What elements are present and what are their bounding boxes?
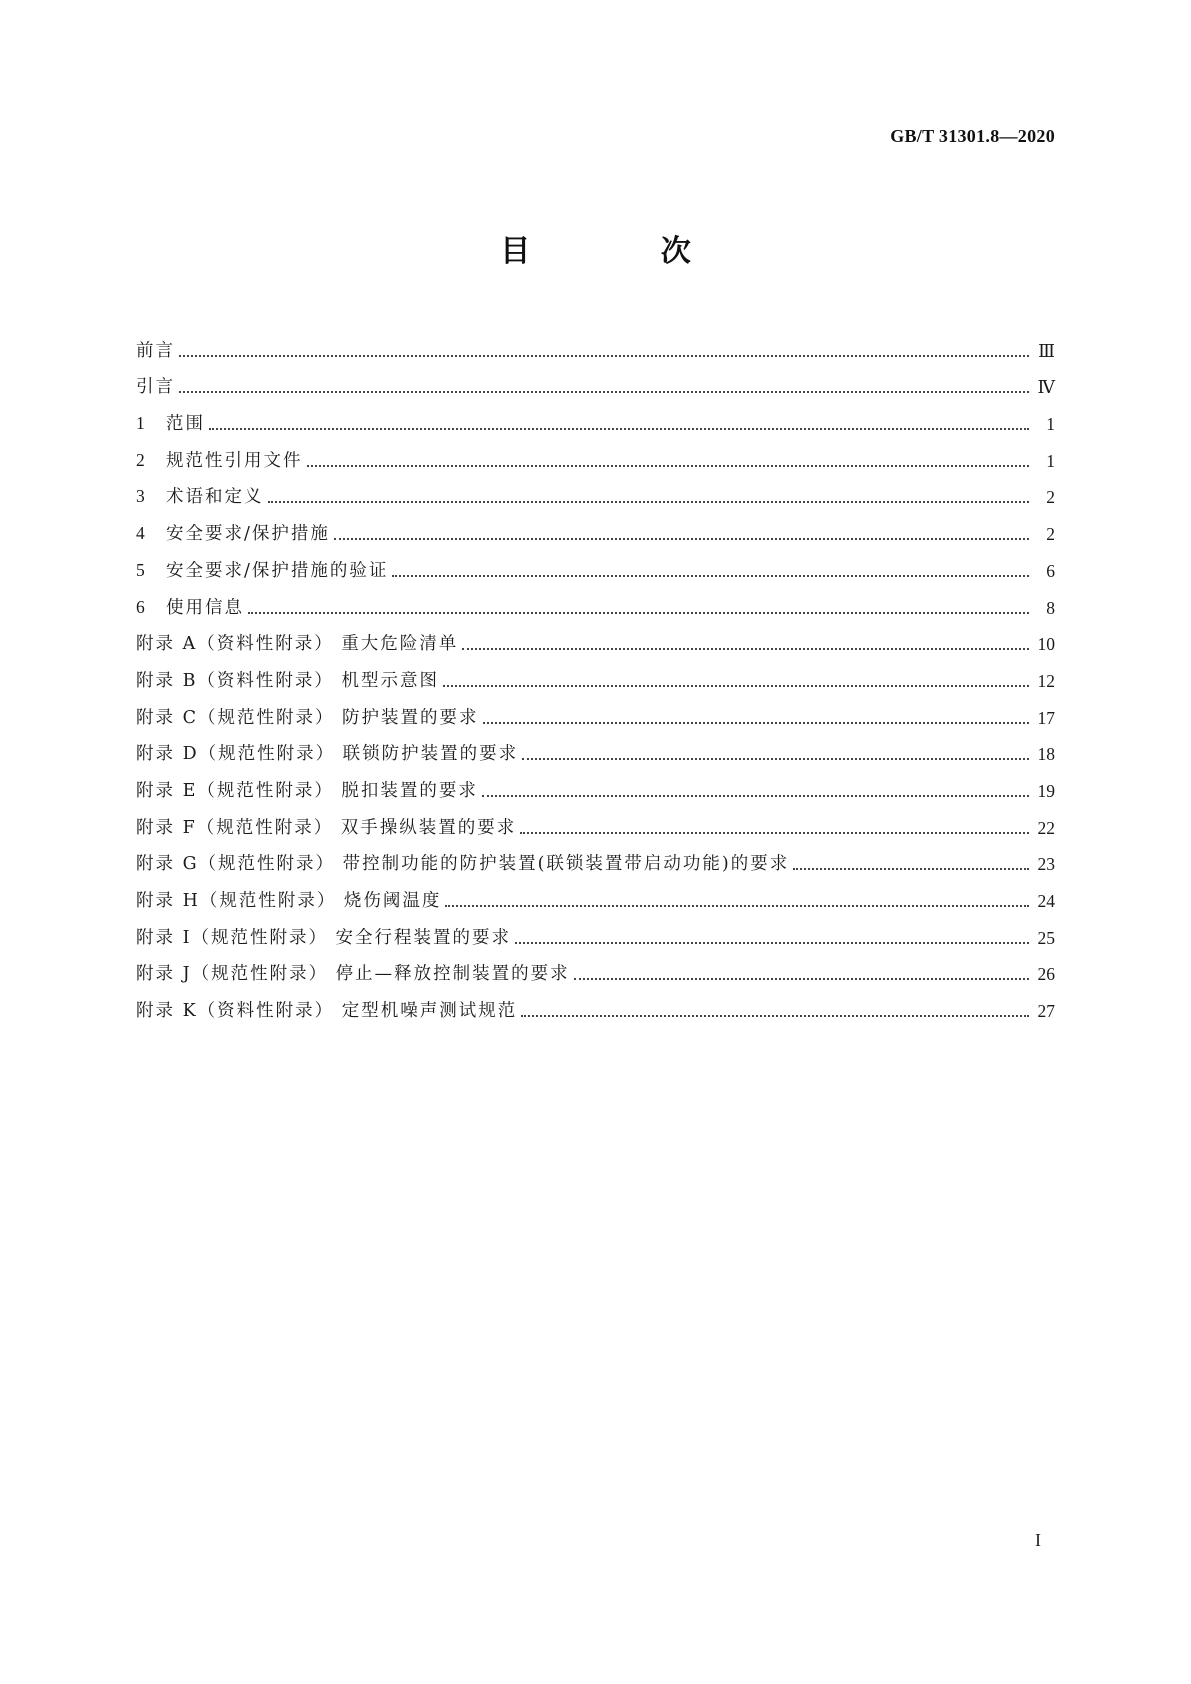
- toc-entry[interactable]: [136, 362, 1055, 399]
- toc-entry-title: 范围: [166, 414, 205, 435]
- toc-entry-page: 8: [1046, 597, 1055, 618]
- toc-entry-number: 2: [136, 449, 145, 470]
- toc-dot-leader: [515, 927, 1029, 949]
- toc-dot-leader: [482, 780, 1029, 802]
- toc-entry-page: Ⅳ: [1037, 377, 1055, 398]
- toc-entry-label: [136, 633, 458, 655]
- toc-entry-title: 安全要求/保护措施的验证: [166, 560, 389, 581]
- toc-entry[interactable]: [136, 582, 1055, 619]
- page-number: I: [1035, 1530, 1041, 1550]
- page-title: 目 次: [500, 234, 751, 269]
- toc-entry[interactable]: [136, 985, 1055, 1022]
- toc-entry-label: [136, 927, 511, 949]
- toc-dot-leader: [793, 853, 1029, 875]
- toc-entry-number: 6: [136, 596, 145, 617]
- toc-dot-leader: [179, 340, 1029, 362]
- toc-dot-leader: [443, 670, 1029, 692]
- toc-entry[interactable]: [136, 655, 1055, 692]
- toc-entry-page: 26: [1037, 964, 1055, 985]
- toc-entry[interactable]: [136, 398, 1055, 435]
- toc-entry-page: 25: [1037, 927, 1055, 948]
- toc-entry-title: 附录 G（规范性附录） 带控制功能的防护装置(联锁装置带启动功能)的要求: [136, 854, 790, 875]
- toc-entry-label: [136, 340, 175, 362]
- toc-entry[interactable]: [136, 802, 1055, 839]
- toc-entry[interactable]: [136, 472, 1055, 509]
- toc-entry-number: 4: [136, 523, 145, 544]
- toc-dot-leader: [445, 890, 1029, 912]
- toc-dot-leader: [392, 560, 1029, 582]
- toc-entry-label: [136, 449, 303, 472]
- toc-entry[interactable]: [136, 765, 1055, 802]
- toc-entry-page: 1: [1046, 414, 1055, 435]
- table-of-contents: [136, 325, 1055, 1022]
- toc-dot-leader: [307, 450, 1030, 472]
- toc-entry-label: [136, 890, 441, 912]
- toc-dot-leader: [483, 707, 1029, 729]
- toc-entry-page: 10: [1037, 634, 1055, 655]
- toc-entry-label: [136, 670, 439, 692]
- toc-entry-label: [136, 853, 789, 875]
- toc-entry-label: [136, 376, 175, 398]
- toc-entry-number: 3: [136, 486, 145, 507]
- toc-entry-label: [136, 780, 478, 802]
- toc-entry-number: 1: [136, 413, 145, 434]
- toc-dot-leader: [248, 597, 1029, 619]
- toc-entry-page: 6: [1046, 560, 1055, 581]
- toc-entry-label: [136, 743, 518, 765]
- toc-entry-label: [136, 817, 516, 839]
- toc-entry-title: 附录 B（资料性附录） 机型示意图: [136, 670, 439, 691]
- toc-entry-label: [136, 707, 479, 729]
- toc-entry[interactable]: [136, 949, 1055, 986]
- toc-dot-leader: [209, 413, 1029, 435]
- toc-entry-title: 附录 H（规范性附录） 烧伤阈温度: [136, 891, 442, 911]
- toc-dot-leader: [522, 743, 1029, 765]
- toc-entry-page: 1: [1046, 450, 1055, 471]
- toc-entry-title: 使用信息: [166, 597, 244, 618]
- toc-entry-page: 19: [1037, 780, 1055, 801]
- toc-entry-page: 18: [1037, 744, 1055, 765]
- toc-entry-page: 17: [1037, 707, 1055, 728]
- standard-number: GB/T 31301.8—2020: [890, 126, 1055, 146]
- toc-dot-leader: [521, 1000, 1029, 1022]
- toc-entry-page: 27: [1037, 1001, 1055, 1022]
- toc-entry-title: 附录 E（规范性附录） 脱扣装置的要求: [136, 780, 478, 801]
- toc-entry-label: [136, 522, 330, 545]
- toc-entry-label: [136, 559, 388, 582]
- toc-entry[interactable]: [136, 729, 1055, 766]
- toc-entry[interactable]: [136, 508, 1055, 545]
- toc-dot-leader: [334, 523, 1029, 545]
- toc-entry-page: 22: [1037, 817, 1055, 838]
- toc-entry-title: 引言: [136, 377, 175, 398]
- toc-dot-leader: [179, 376, 1029, 398]
- toc-entry-page: 2: [1046, 487, 1055, 508]
- toc-entry-page: Ⅲ: [1038, 340, 1055, 361]
- toc-entry[interactable]: [136, 435, 1055, 472]
- toc-entry-label: [136, 485, 264, 508]
- toc-entry-label: [136, 596, 244, 619]
- toc-entry-label: [136, 412, 205, 435]
- toc-entry-title: 术语和定义: [166, 487, 264, 508]
- toc-entry-title: 附录 J（规范性附录） 停止—释放控制装置的要求: [136, 964, 570, 985]
- toc-entry-label: [136, 963, 570, 985]
- toc-entry-title: 附录 F（规范性附录） 双手操纵装置的要求: [136, 817, 517, 838]
- toc-dot-leader: [462, 633, 1029, 655]
- toc-entry-page: 23: [1037, 854, 1055, 875]
- toc-entry-title: 附录 I（规范性附录） 安全行程装置的要求: [136, 927, 512, 948]
- toc-dot-leader: [268, 486, 1030, 508]
- toc-entry-label: [136, 1000, 517, 1022]
- toc-entry-title: 前言: [136, 340, 175, 361]
- toc-entry[interactable]: [136, 839, 1055, 876]
- toc-entry[interactable]: [136, 545, 1055, 582]
- toc-dot-leader: [520, 817, 1029, 839]
- toc-entry-title: 安全要求/保护措施: [166, 524, 330, 545]
- toc-entry[interactable]: [136, 875, 1055, 912]
- toc-entry-title: 附录 C（规范性附录） 防护装置的要求: [136, 707, 479, 728]
- toc-entry-title: 附录 D（规范性附录） 联锁防护装置的要求: [136, 744, 519, 765]
- toc-dot-leader: [574, 963, 1029, 985]
- toc-entry[interactable]: [136, 619, 1055, 656]
- toc-entry-number: 5: [136, 559, 145, 580]
- toc-entry-title: 附录 A（资料性附录） 重大危险清单: [136, 634, 459, 655]
- toc-entry[interactable]: [136, 912, 1055, 949]
- toc-entry[interactable]: [136, 325, 1055, 362]
- toc-entry-page: 2: [1046, 524, 1055, 545]
- toc-entry-title: 规范性引用文件: [166, 450, 303, 471]
- toc-entry-page: 24: [1037, 891, 1055, 911]
- toc-entry-page: 12: [1037, 670, 1055, 691]
- toc-entry[interactable]: [136, 692, 1055, 729]
- toc-entry-title: 附录 K（资料性附录） 定型机噪声测试规范: [136, 1001, 518, 1022]
